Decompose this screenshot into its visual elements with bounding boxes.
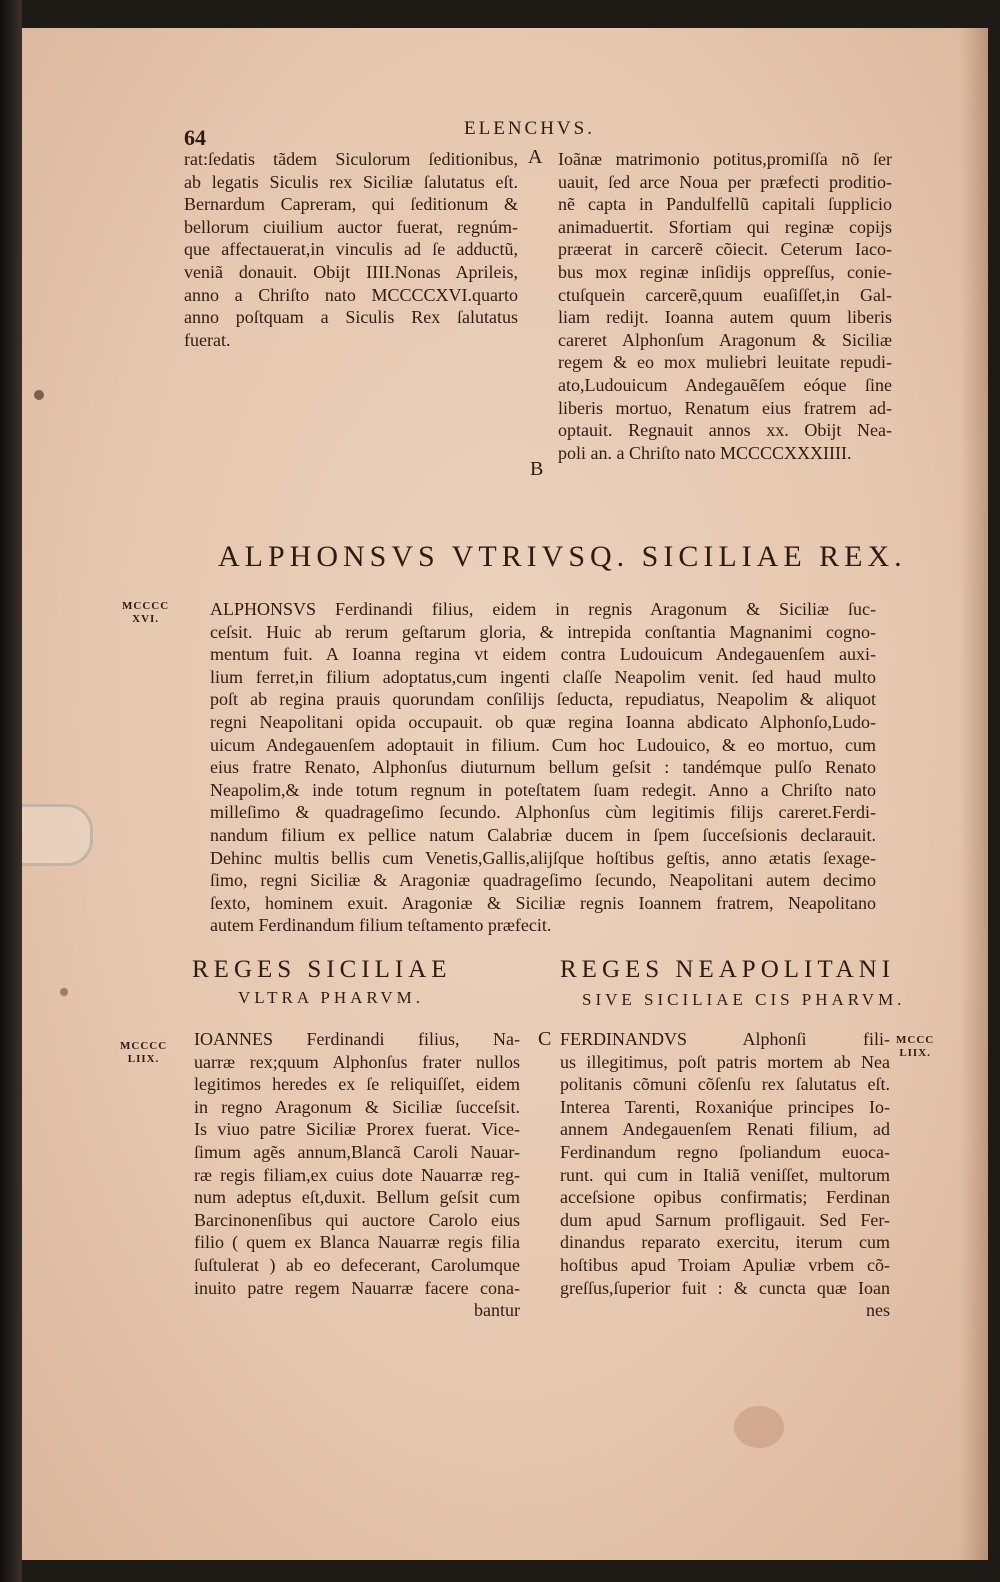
text-line: præerat in carcerẽ cõiecit. Ceterum Iaco- — [558, 239, 892, 260]
text-line: ſuſtulerat ) ab eo defecerant, Carolumque — [194, 1254, 520, 1275]
text-line: runt. qui cum in Italiã veniſſet, multorum — [560, 1164, 890, 1185]
margin-year-line: MCCC — [896, 1034, 935, 1046]
column-top-right — [558, 148, 892, 464]
margin-year-line: XVI. — [132, 613, 160, 625]
subheading-cis-pharum: SIVE SICILIAE CIS PHARVM. — [582, 990, 906, 1009]
text-line: annem Andegauenſem Renati filium, ad — [560, 1119, 890, 1140]
margin-letter-c: C — [538, 1028, 552, 1050]
text-line: ræ regis filiam,ex cuius dote Nauarræ reg- — [194, 1164, 520, 1185]
text-line: ato,Ludouicum Andegauẽſem eóque ſine — [558, 374, 892, 395]
text-line: poſt ab regina prauis quorundam conſilijs ſeducta, repudiatus, Neapolim & aliquot — [210, 689, 876, 710]
margin-year-line: MCCCC — [120, 1040, 168, 1052]
text-line: regni Neapolitani opida occupauit. ob quæ regina Ioanna abdicato Alphonſo,Ludo- — [210, 711, 876, 732]
text-line: dum apud Sarnum profligauit. Sed Fer- — [560, 1209, 890, 1230]
text-line: autem Ferdinandum filium teſtamento præfecit. — [210, 915, 552, 936]
text-line: hoſtibus apud Troiam Apuliæ vrbem cõ- — [560, 1254, 890, 1275]
running-head: ELENCHVS. — [464, 118, 595, 139]
text-line: Barcinonenſibus qui auctore Carolo eius — [194, 1209, 520, 1230]
column-bottom-right — [560, 1028, 890, 1322]
text-line: acceſsione opibus confirmatis; Ferdinan — [560, 1187, 890, 1208]
heading-reges-siciliae: REGES SICILIAE — [192, 956, 452, 983]
text-line: uauit, ſed arce Noua per præfecti proditio- — [558, 171, 892, 192]
text-line: optauit. Regnauit annos xx. Obijt Nea- — [558, 420, 892, 441]
text-line: liam redijt. Ioanna autem quum liberis — [558, 307, 892, 328]
stain-spot — [34, 390, 44, 400]
text-line: eius fratre Renato, Alphonſus diuturnum bellum geſsit : tandémque pulſo Renato — [210, 757, 876, 778]
text-line: uicum Andegauenſem adoptauit in filium. Cum hoc Ludouico, & eo mortuo, cum — [210, 734, 876, 755]
text-line: liberis mortuo, Renatum eius fratrem ad- — [558, 397, 892, 418]
alphonsus-paragraph — [210, 598, 876, 937]
text-line: veniã donauit. Obijt IIII.Nonas Aprileis, — [184, 261, 518, 282]
text-line: mentum fuit. A Ioanna regina vt eidem contra Ludouicum Andegauenſem auxi- — [210, 644, 876, 665]
text-line: que affectauerat,in vinculis ad ſe adductũ, — [184, 239, 518, 260]
text-line: poli an. a Chriſto nato MCCCCXXXIIII. — [558, 442, 852, 463]
text-line: dinandus reparato exercitu, iterum cum — [560, 1232, 890, 1253]
text-line: bellorum ciuilium auctor fuerat, regnúm- — [184, 216, 518, 237]
text-line: nandum filium ex pellice natum Calabriæ ducem in ſpem ſucceſsionis declarauit. — [210, 824, 876, 845]
text-line: animaduertit. Sfortiam qui reginæ copijs — [558, 216, 892, 237]
text-line: in regno Aragonum & Siciliæ ſucceſsit. — [194, 1096, 520, 1117]
text-line: regem & eo mox muliebri leuitate repudi- — [558, 352, 892, 373]
book-page — [22, 28, 988, 1560]
text-line: ceſsit. Huic ab rerum geſtarum gloria, & intrepida conſtantia Magnanimi cogno- — [210, 621, 876, 642]
stain-spot — [734, 1406, 784, 1448]
text-line: Interea Tarenti, Roxaniq́ue principes Io- — [560, 1096, 890, 1117]
heading-reges-neapolitani: REGES NEAPOLITANI — [560, 956, 896, 983]
margin-letter-b: B — [530, 458, 544, 480]
stain-spot — [60, 988, 68, 996]
text-line: IOANNES Ferdinandi filius, Na- — [194, 1029, 520, 1049]
text-line: politanis cõmuni cõſenſu rex ſalutatus eſt. — [560, 1074, 890, 1095]
margin-year-line: LIIX. — [899, 1047, 931, 1059]
text-line: inuito patre regem Nauarræ facere cona- — [194, 1277, 520, 1298]
text-line: ſexto, hominem exuit. Aragoniæ & Siciliæ regnis Ioannem fratrem, Neapolitano — [210, 892, 876, 913]
text-line: anno a Chriſto nato MCCCCXVI.quarto — [184, 284, 518, 305]
margin-year-note — [122, 600, 169, 626]
text-line: ctuſquein carcerẽ,quum euaſiſſet,in Gal- — [558, 284, 892, 305]
page-clip — [22, 804, 93, 866]
text-line: bus mox reginæ inſidijs oppreſſus, conie- — [558, 261, 892, 282]
text-line: lium ferret,in filium adoptatus,cum ingenti claſſe Neapolim venit. ſed haud multo — [210, 666, 876, 687]
margin-year-line: MCCCC — [122, 600, 170, 612]
text-line: num adeptus eſt,duxit. Bellum geſsit cum — [194, 1187, 520, 1208]
text-line: careret Alphonſum Aragonum & Siciliæ — [558, 329, 892, 350]
text-line: ALPHONSVS Ferdinandi filius, eidem in regnis Aragonum & Siciliæ ſuc- — [210, 599, 876, 619]
text-line: Ioãnæ matrimonio potitus,promiſſa nõ ſer — [558, 149, 892, 169]
text-line: ſimo, regni Siciliæ & Aragoniæ quadrageſimo ſecundo, Neapolitani autem decimo — [210, 870, 876, 891]
text-line: filio ( quem ex Blanca Nauarræ regis filia — [194, 1232, 520, 1253]
text-line: legitimos heredes ex ſe reliquiſſet, eidem — [194, 1074, 520, 1095]
section-heading-alphonsus: ALPHONSVS VTRIVSQ. SICILIAE REX. — [218, 540, 907, 573]
text-line: Bernardum Capreram, qui ſeditionum & — [184, 194, 518, 215]
text-line: Dehinc multis bellis cum Venetis,Gallis,alijſque hoſtibus geſtis, anno ætatis ſexage- — [210, 847, 876, 868]
text-line: greſſus,ſuperior fuit : & cuncta quæ Ioan — [560, 1277, 890, 1298]
text-line: fuerat. — [184, 329, 231, 350]
column-top-left — [184, 148, 518, 351]
text-line: Is viuo patre Siciliæ Prorex fuerat. Vice- — [194, 1119, 520, 1140]
text-line: bantur — [474, 1300, 520, 1321]
text-line: ab legatis Siculis rex Siciliæ ſalutatus eſt. — [184, 171, 518, 192]
column-bottom-left — [194, 1028, 520, 1322]
margin-year-note — [120, 1040, 167, 1066]
book-binding — [0, 0, 22, 1582]
text-line: uarræ rex;quum Alphonſus frater nullos — [194, 1051, 520, 1072]
page-edge-shadow — [960, 28, 988, 1560]
text-line: anno poſtquam a Siculis Rex ſalutatus — [184, 307, 518, 328]
page-number: 64 — [184, 125, 206, 150]
text-line: nes — [866, 1300, 890, 1321]
text-line: ſimum agẽs annum,Blancã Caroli Nauar- — [194, 1141, 520, 1162]
text-line: Ferdinandum regno ſpoliandum euoca- — [560, 1141, 890, 1162]
text-line: milleſimo & quadrageſimo ſecundo. Alphonſus cùm legitimis filijs careret.Ferdi- — [210, 802, 876, 823]
text-line: us illegitimus, poſt patris mortem ab Nea — [560, 1051, 890, 1072]
margin-year-note — [896, 1034, 934, 1060]
text-line: Neapolim,& inde totum regnum in poteſtatem ſuam redegit. Anno a Chriſto nato — [210, 779, 876, 800]
text-line: FERDINANDVS Alphonſi fili- — [560, 1029, 890, 1049]
margin-letter-a: A — [528, 146, 543, 168]
text-line: nẽ capta in Pandulfellũ capitali ſupplicio — [558, 194, 892, 215]
margin-year-line: LIIX. — [127, 1053, 160, 1065]
subheading-ultra-pharum: VLTRA PHARVM. — [238, 988, 425, 1007]
text-line: rat:ſedatis tãdem Siculorum ſeditionibus, — [184, 149, 518, 169]
